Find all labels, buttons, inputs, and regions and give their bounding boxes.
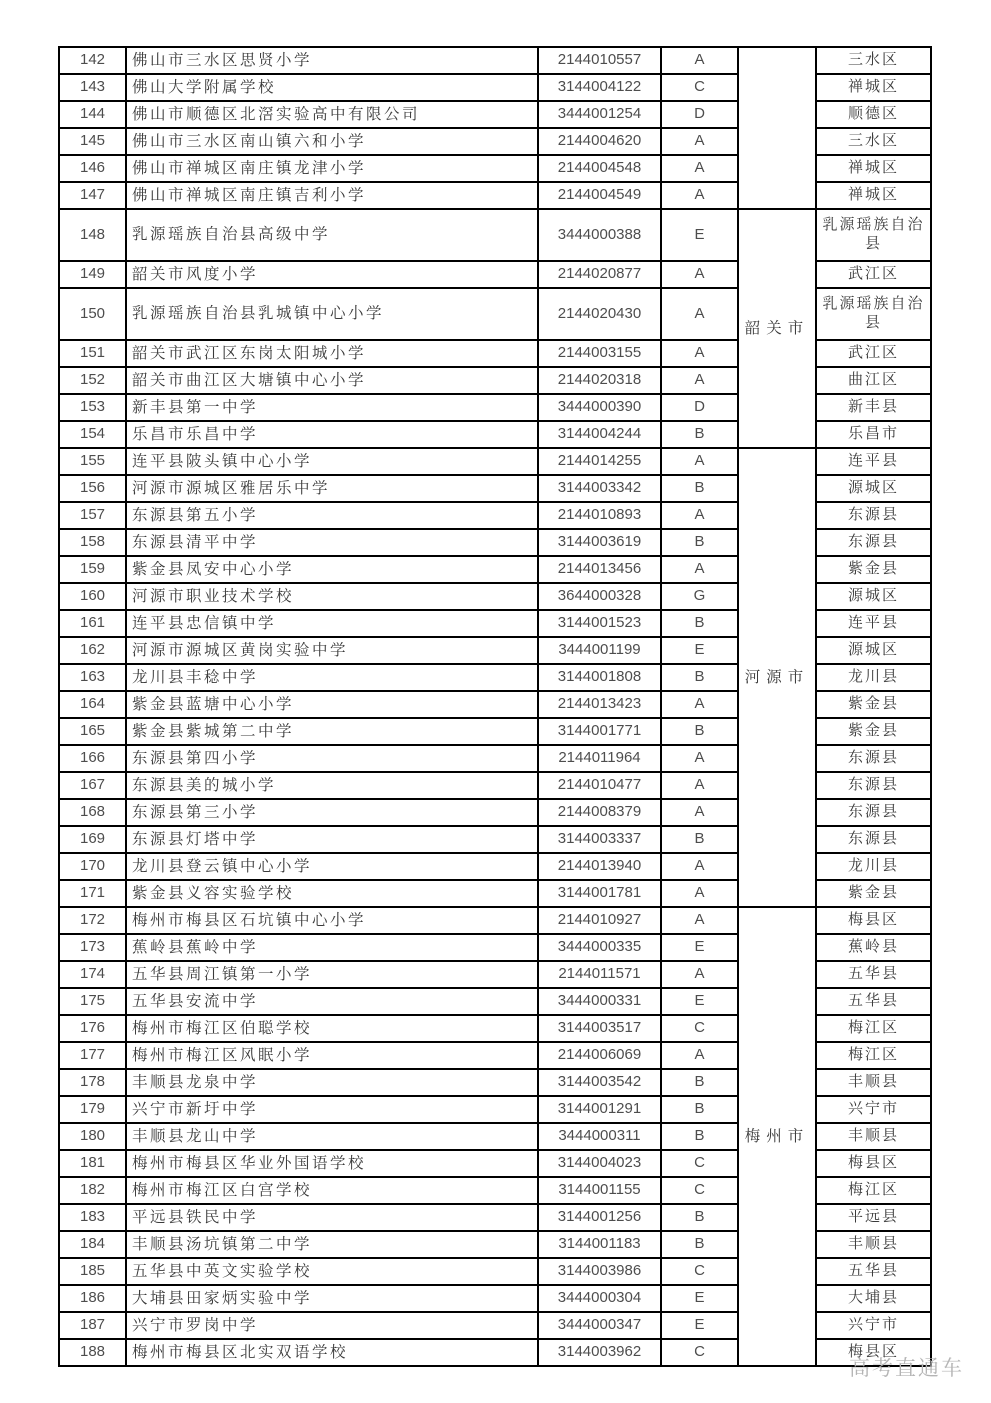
cell-grade: B xyxy=(661,1069,738,1096)
cell-grade: A xyxy=(661,47,738,74)
cell-grade: G xyxy=(661,583,738,610)
table-row xyxy=(59,907,931,934)
cell-grade: A xyxy=(661,772,738,799)
cell-code: 3144003619 xyxy=(538,529,661,556)
cell-district: 禅城区 xyxy=(816,182,931,209)
cell-district: 丰顺县 xyxy=(816,1231,931,1258)
cell-school: 东源县清平中学 xyxy=(126,529,538,556)
cell-school: 佛山市禅城区南庄镇龙津小学 xyxy=(126,155,538,182)
cell-grade: A xyxy=(661,556,738,583)
cell-no: 160 xyxy=(59,583,126,610)
cell-no: 163 xyxy=(59,664,126,691)
cell-code: 3144001781 xyxy=(538,880,661,907)
cell-no: 156 xyxy=(59,475,126,502)
cell-code: 3444000335 xyxy=(538,934,661,961)
cell-no: 172 xyxy=(59,907,126,934)
cell-district: 禅城区 xyxy=(816,74,931,101)
cell-school: 大埔县田家炳实验中学 xyxy=(126,1285,538,1312)
cell-code: 2144010557 xyxy=(538,47,661,74)
cell-grade: E xyxy=(661,1285,738,1312)
cell-school: 韶关市风度小学 xyxy=(126,261,538,288)
cell-school: 梅州市梅江区风眠小学 xyxy=(126,1042,538,1069)
cell-district: 乳源瑶族自治县 xyxy=(816,209,931,261)
cell-school: 佛山大学附属学校 xyxy=(126,74,538,101)
cell-district: 紫金县 xyxy=(816,691,931,718)
watermark: 高考直通车 xyxy=(849,1356,964,1380)
cell-school: 东源县第五小学 xyxy=(126,502,538,529)
cell-grade: C xyxy=(661,1339,738,1366)
cell-grade: B xyxy=(661,529,738,556)
cell-district: 梅县区 xyxy=(816,907,931,934)
cell-no: 166 xyxy=(59,745,126,772)
cell-no: 177 xyxy=(59,1042,126,1069)
cell-no: 154 xyxy=(59,421,126,448)
cell-code: 2144004549 xyxy=(538,182,661,209)
cell-no: 181 xyxy=(59,1150,126,1177)
cell-district: 平远县 xyxy=(816,1204,931,1231)
cell-school: 河源市职业技术学校 xyxy=(126,583,538,610)
cell-code: 2144020430 xyxy=(538,288,661,340)
cell-code: 3444000390 xyxy=(538,394,661,421)
cell-grade: E xyxy=(661,1312,738,1339)
cell-code: 3144003962 xyxy=(538,1339,661,1366)
cell-grade: E xyxy=(661,934,738,961)
cell-district: 连平县 xyxy=(816,448,931,475)
cell-district: 乳源瑶族自治县 xyxy=(816,288,931,340)
cell-no: 144 xyxy=(59,101,126,128)
cell-code: 2144013940 xyxy=(538,853,661,880)
cell-code: 3144001291 xyxy=(538,1096,661,1123)
cell-code: 3144003337 xyxy=(538,826,661,853)
cell-no: 146 xyxy=(59,155,126,182)
cell-code: 3144001523 xyxy=(538,610,661,637)
cell-school: 龙川县登云镇中心小学 xyxy=(126,853,538,880)
cell-school: 五华县安流中学 xyxy=(126,988,538,1015)
cell-grade: A xyxy=(661,155,738,182)
cell-code: 2144010927 xyxy=(538,907,661,934)
cell-district: 紫金县 xyxy=(816,556,931,583)
cell-grade: E xyxy=(661,209,738,261)
cell-district: 梅江区 xyxy=(816,1177,931,1204)
cell-school: 五华县周江镇第一小学 xyxy=(126,961,538,988)
cell-school: 新丰县第一中学 xyxy=(126,394,538,421)
cell-grade: B xyxy=(661,1123,738,1150)
cell-no: 180 xyxy=(59,1123,126,1150)
cell-no: 178 xyxy=(59,1069,126,1096)
cell-no: 176 xyxy=(59,1015,126,1042)
cell-code: 3444000331 xyxy=(538,988,661,1015)
cell-grade: C xyxy=(661,1150,738,1177)
cell-grade: A xyxy=(661,448,738,475)
cell-no: 155 xyxy=(59,448,126,475)
cell-no: 157 xyxy=(59,502,126,529)
cell-school: 丰顺县汤坑镇第二中学 xyxy=(126,1231,538,1258)
cell-code: 3144003986 xyxy=(538,1258,661,1285)
cell-school: 乳源瑶族自治县乳城镇中心小学 xyxy=(126,288,538,340)
cell-district: 连平县 xyxy=(816,610,931,637)
cell-district: 东源县 xyxy=(816,529,931,556)
cell-no: 147 xyxy=(59,182,126,209)
table-row xyxy=(59,448,931,475)
cell-no: 153 xyxy=(59,394,126,421)
cell-code: 3444000388 xyxy=(538,209,661,261)
cell-code: 3144001256 xyxy=(538,1204,661,1231)
cell-school: 紫金县义容实验学校 xyxy=(126,880,538,907)
cell-no: 167 xyxy=(59,772,126,799)
cell-school: 佛山市禅城区南庄镇吉利小学 xyxy=(126,182,538,209)
cell-grade: C xyxy=(661,1177,738,1204)
cell-no: 168 xyxy=(59,799,126,826)
cell-district: 新丰县 xyxy=(816,394,931,421)
cell-no: 165 xyxy=(59,718,126,745)
cell-district: 紫金县 xyxy=(816,718,931,745)
cell-no: 150 xyxy=(59,288,126,340)
cell-school: 龙川县丰稔中学 xyxy=(126,664,538,691)
cell-grade: A xyxy=(661,261,738,288)
cell-no: 173 xyxy=(59,934,126,961)
cell-grade: A xyxy=(661,799,738,826)
cell-school: 梅州市梅县区北实双语学校 xyxy=(126,1339,538,1366)
cell-district: 东源县 xyxy=(816,799,931,826)
cell-code: 2144003155 xyxy=(538,340,661,367)
cell-grade: D xyxy=(661,394,738,421)
cell-code: 3144003517 xyxy=(538,1015,661,1042)
cell-grade: B xyxy=(661,475,738,502)
cell-code: 2144004548 xyxy=(538,155,661,182)
cell-grade: B xyxy=(661,1204,738,1231)
cell-no: 179 xyxy=(59,1096,126,1123)
cell-school: 佛山市三水区南山镇六和小学 xyxy=(126,128,538,155)
cell-district: 龙川县 xyxy=(816,853,931,880)
cell-grade: A xyxy=(661,288,738,340)
cell-code: 2144011964 xyxy=(538,745,661,772)
cell-school: 连平县忠信镇中学 xyxy=(126,610,538,637)
cell-grade: C xyxy=(661,1258,738,1285)
cell-no: 175 xyxy=(59,988,126,1015)
cell-grade: B xyxy=(661,610,738,637)
cell-grade: B xyxy=(661,1096,738,1123)
cell-district: 源城区 xyxy=(816,583,931,610)
cell-no: 149 xyxy=(59,261,126,288)
cell-code: 3144001155 xyxy=(538,1177,661,1204)
cell-city xyxy=(738,47,816,209)
cell-grade: B xyxy=(661,718,738,745)
cell-grade: A xyxy=(661,691,738,718)
cell-school: 河源市源城区雅居乐中学 xyxy=(126,475,538,502)
cell-school: 平远县铁民中学 xyxy=(126,1204,538,1231)
cell-no: 186 xyxy=(59,1285,126,1312)
cell-grade: E xyxy=(661,988,738,1015)
cell-no: 169 xyxy=(59,826,126,853)
cell-code: 3444001254 xyxy=(538,101,661,128)
cell-district: 兴宁市 xyxy=(816,1312,931,1339)
cell-district: 武江区 xyxy=(816,340,931,367)
cell-code: 2144020877 xyxy=(538,261,661,288)
cell-no: 183 xyxy=(59,1204,126,1231)
cell-district: 五华县 xyxy=(816,961,931,988)
cell-code: 2144013456 xyxy=(538,556,661,583)
cell-district: 曲江区 xyxy=(816,367,931,394)
cell-grade: A xyxy=(661,128,738,155)
cell-district: 东源县 xyxy=(816,826,931,853)
cell-code: 3644000328 xyxy=(538,583,661,610)
cell-district: 梅县区 xyxy=(816,1150,931,1177)
cell-no: 142 xyxy=(59,47,126,74)
cell-district: 梅县区 xyxy=(816,1339,931,1366)
cell-school: 乐昌市乐昌中学 xyxy=(126,421,538,448)
cell-code: 2144011571 xyxy=(538,961,661,988)
cell-no: 187 xyxy=(59,1312,126,1339)
cell-code: 2144008379 xyxy=(538,799,661,826)
cell-school: 乳源瑶族自治县高级中学 xyxy=(126,209,538,261)
cell-no: 151 xyxy=(59,340,126,367)
cell-school: 东源县第三小学 xyxy=(126,799,538,826)
cell-school: 连平县陂头镇中心小学 xyxy=(126,448,538,475)
cell-district: 梅江区 xyxy=(816,1015,931,1042)
cell-no: 185 xyxy=(59,1258,126,1285)
cell-code: 3144003542 xyxy=(538,1069,661,1096)
cell-school: 五华县中英文实验学校 xyxy=(126,1258,538,1285)
cell-no: 145 xyxy=(59,128,126,155)
cell-code: 3444000304 xyxy=(538,1285,661,1312)
cell-code: 3144001183 xyxy=(538,1231,661,1258)
cell-district: 丰顺县 xyxy=(816,1123,931,1150)
cell-grade: A xyxy=(661,961,738,988)
cell-code: 2144020318 xyxy=(538,367,661,394)
cell-grade: A xyxy=(661,907,738,934)
cell-school: 韶关市曲江区大塘镇中心小学 xyxy=(126,367,538,394)
cell-no: 162 xyxy=(59,637,126,664)
cell-school: 丰顺县龙山中学 xyxy=(126,1123,538,1150)
cell-city: 梅州市 xyxy=(738,907,816,1366)
cell-school: 东源县美的城小学 xyxy=(126,772,538,799)
cell-district: 源城区 xyxy=(816,475,931,502)
cell-code: 3144004122 xyxy=(538,74,661,101)
cell-grade: C xyxy=(661,1015,738,1042)
cell-grade: D xyxy=(661,101,738,128)
cell-code: 3144001808 xyxy=(538,664,661,691)
school-table-body xyxy=(59,47,931,1366)
cell-grade: C xyxy=(661,74,738,101)
cell-district: 五华县 xyxy=(816,988,931,1015)
cell-no: 164 xyxy=(59,691,126,718)
table-row xyxy=(59,47,931,74)
cell-no: 143 xyxy=(59,74,126,101)
cell-district: 乐昌市 xyxy=(816,421,931,448)
cell-no: 174 xyxy=(59,961,126,988)
cell-code: 2144014255 xyxy=(538,448,661,475)
cell-district: 东源县 xyxy=(816,502,931,529)
cell-school: 蕉岭县蕉岭中学 xyxy=(126,934,538,961)
cell-code: 3144001771 xyxy=(538,718,661,745)
cell-city: 韶关市 xyxy=(738,209,816,448)
cell-school: 佛山市三水区思贤小学 xyxy=(126,47,538,74)
cell-school: 东源县灯塔中学 xyxy=(126,826,538,853)
cell-district: 禅城区 xyxy=(816,155,931,182)
cell-grade: B xyxy=(661,826,738,853)
cell-school: 紫金县凤安中心小学 xyxy=(126,556,538,583)
cell-no: 184 xyxy=(59,1231,126,1258)
cell-grade: B xyxy=(661,664,738,691)
cell-code: 3444001199 xyxy=(538,637,661,664)
cell-city: 河源市 xyxy=(738,448,816,907)
cell-grade: B xyxy=(661,421,738,448)
cell-no: 161 xyxy=(59,610,126,637)
cell-district: 兴宁市 xyxy=(816,1096,931,1123)
cell-school: 梅州市梅县区华业外国语学校 xyxy=(126,1150,538,1177)
cell-school: 梅州市梅江区伯聪学校 xyxy=(126,1015,538,1042)
cell-grade: A xyxy=(661,367,738,394)
cell-code: 2144004620 xyxy=(538,128,661,155)
cell-district: 五华县 xyxy=(816,1258,931,1285)
cell-district: 丰顺县 xyxy=(816,1069,931,1096)
cell-district: 三水区 xyxy=(816,128,931,155)
cell-school: 梅州市梅县区石坑镇中心小学 xyxy=(126,907,538,934)
cell-no: 152 xyxy=(59,367,126,394)
cell-district: 蕉岭县 xyxy=(816,934,931,961)
cell-no: 188 xyxy=(59,1339,126,1366)
cell-code: 2144010477 xyxy=(538,772,661,799)
cell-district: 东源县 xyxy=(816,745,931,772)
cell-grade: A xyxy=(661,1042,738,1069)
cell-school: 丰顺县龙泉中学 xyxy=(126,1069,538,1096)
cell-grade: B xyxy=(661,1231,738,1258)
cell-code: 2144013423 xyxy=(538,691,661,718)
cell-school: 兴宁市新圩中学 xyxy=(126,1096,538,1123)
cell-school: 兴宁市罗岗中学 xyxy=(126,1312,538,1339)
cell-no: 171 xyxy=(59,880,126,907)
cell-school: 紫金县蓝塘中心小学 xyxy=(126,691,538,718)
cell-school: 东源县第四小学 xyxy=(126,745,538,772)
cell-district: 梅江区 xyxy=(816,1042,931,1069)
cell-code: 3144003342 xyxy=(538,475,661,502)
cell-district: 源城区 xyxy=(816,637,931,664)
cell-code: 3144004023 xyxy=(538,1150,661,1177)
cell-school: 佛山市顺德区北滘实验高中有限公司 xyxy=(126,101,538,128)
cell-grade: A xyxy=(661,880,738,907)
school-rating-table xyxy=(58,46,932,1367)
cell-school: 韶关市武江区东岗太阳城小学 xyxy=(126,340,538,367)
cell-grade: A xyxy=(661,182,738,209)
cell-district: 三水区 xyxy=(816,47,931,74)
cell-code: 3444000347 xyxy=(538,1312,661,1339)
cell-grade: A xyxy=(661,502,738,529)
cell-grade: E xyxy=(661,637,738,664)
cell-school: 河源市源城区黄岗实验中学 xyxy=(126,637,538,664)
cell-district: 武江区 xyxy=(816,261,931,288)
cell-school: 梅州市梅江区白宫学校 xyxy=(126,1177,538,1204)
cell-code: 3444000311 xyxy=(538,1123,661,1150)
cell-school: 紫金县紫城第二中学 xyxy=(126,718,538,745)
cell-code: 2144006069 xyxy=(538,1042,661,1069)
cell-district: 大埔县 xyxy=(816,1285,931,1312)
cell-grade: A xyxy=(661,340,738,367)
cell-code: 3144004244 xyxy=(538,421,661,448)
cell-no: 182 xyxy=(59,1177,126,1204)
cell-no: 158 xyxy=(59,529,126,556)
cell-code: 2144010893 xyxy=(538,502,661,529)
cell-district: 紫金县 xyxy=(816,880,931,907)
table-row xyxy=(59,209,931,261)
cell-no: 159 xyxy=(59,556,126,583)
cell-no: 170 xyxy=(59,853,126,880)
cell-district: 东源县 xyxy=(816,772,931,799)
cell-district: 顺德区 xyxy=(816,101,931,128)
cell-no: 148 xyxy=(59,209,126,261)
cell-district: 龙川县 xyxy=(816,664,931,691)
cell-grade: A xyxy=(661,853,738,880)
cell-grade: A xyxy=(661,745,738,772)
